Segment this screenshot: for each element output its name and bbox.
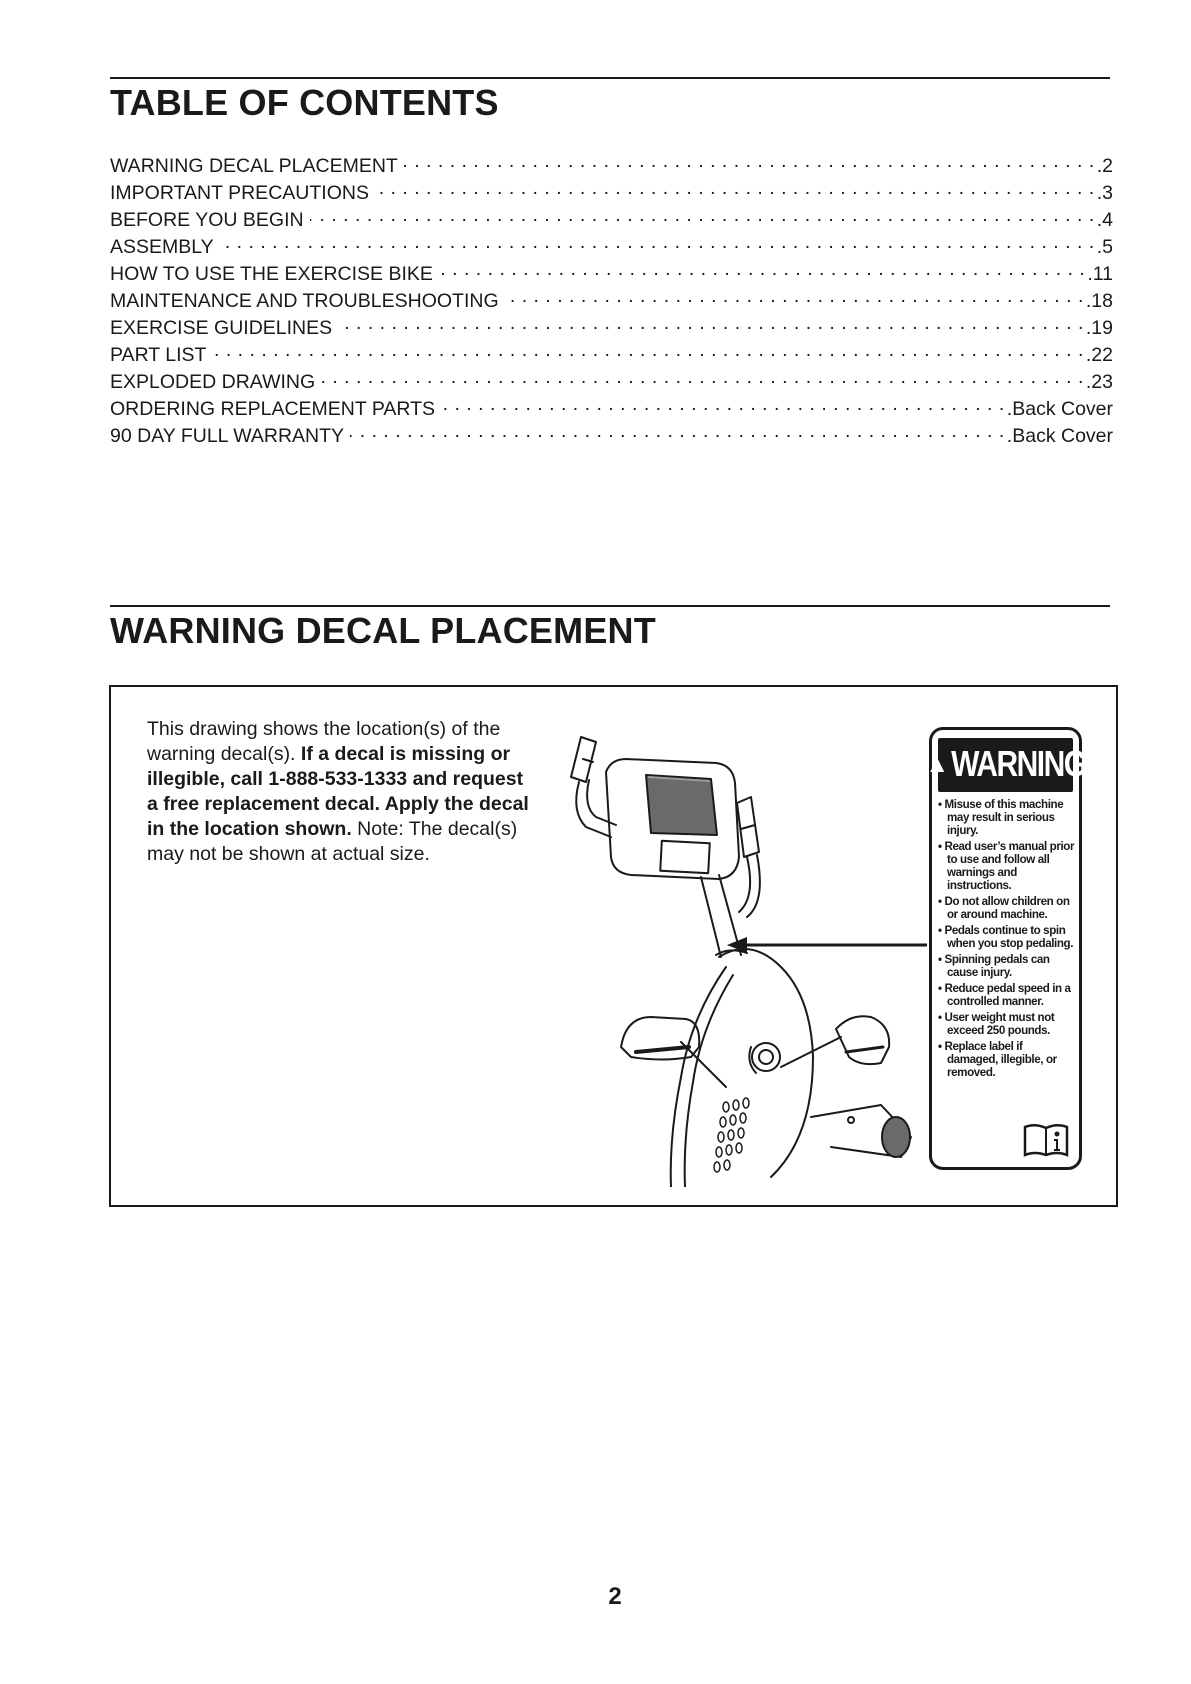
- toc-entry[interactable]: [110, 204, 1113, 231]
- toc-entry-page: .3: [1096, 182, 1113, 204]
- toc-entry-label: ORDERING REPLACEMENT PARTS: [110, 398, 436, 420]
- toc-entry-page: .5: [1096, 236, 1113, 258]
- warning-item: • User weight must not exceed 250 pounds.: [938, 1011, 1075, 1037]
- toc-entry[interactable]: [110, 231, 1113, 258]
- toc-list: [110, 150, 1113, 447]
- toc-entry-page: .23: [1085, 371, 1113, 393]
- toc-entry-label: ASSEMBLY: [110, 236, 214, 258]
- toc-title: TABLE OF CONTENTS: [110, 82, 499, 123]
- toc-entry-page: .4: [1096, 209, 1113, 231]
- toc-entry[interactable]: [110, 258, 1113, 285]
- toc-leader-dots: [404, 150, 1095, 172]
- toc-leader-dots: [441, 393, 1005, 415]
- toc-entry[interactable]: [110, 150, 1113, 177]
- toc-entry-page: .11: [1087, 263, 1113, 285]
- warning-decal-heading: WARNING: [951, 744, 1086, 785]
- decal-section-top-rule: [110, 605, 1110, 607]
- toc-entry-label: EXERCISE GUIDELINES: [110, 317, 333, 339]
- toc-entry-page: .22: [1085, 344, 1113, 366]
- toc-entry-label: 90 DAY FULL WARRANTY: [110, 425, 345, 447]
- toc-leader-dots: [321, 366, 1084, 388]
- toc-entry-page: .2: [1096, 155, 1113, 177]
- toc-entry-label: IMPORTANT PRECAUTIONS: [110, 182, 369, 204]
- decal-replacement-instructions: If a decal is missing or illegible, call 1-888-533-1333 and request a free replacement decal. Apply the decal in the location shown.: [147, 743, 529, 840]
- toc-leader-dots: [505, 285, 1084, 307]
- warning-item: • Misuse of this machine may result in serious injury.: [938, 798, 1075, 837]
- toc-entry-page: .Back Cover: [1006, 398, 1113, 420]
- warning-item: • Replace label if damaged, illegible, or removed.: [938, 1040, 1075, 1079]
- toc-entry-page: .18: [1085, 290, 1113, 312]
- toc-top-rule: [110, 77, 1110, 79]
- toc-entry[interactable]: [110, 285, 1113, 312]
- toc-leader-dots: [350, 420, 1005, 442]
- toc-entry[interactable]: [110, 393, 1113, 420]
- warning-item: • Read user’s manual prior to use and follow all warnings and instructions.: [938, 840, 1075, 892]
- toc-entry[interactable]: [110, 177, 1113, 204]
- toc-entry-label: PART LIST: [110, 344, 207, 366]
- page-number: 2: [608, 1583, 622, 1610]
- warning-item: • Do not allow children on or around machine.: [938, 895, 1075, 921]
- toc-leader-dots: [212, 339, 1083, 361]
- toc-leader-dots: [439, 258, 1085, 280]
- toc-entry[interactable]: [110, 420, 1113, 447]
- toc-entry[interactable]: [110, 366, 1113, 393]
- decal-note: Note: The decal(s) may not be shown at actual size.: [147, 818, 518, 865]
- warning-item: • Reduce pedal speed in a controlled manner.: [938, 982, 1075, 1008]
- toc-leader-dots: [338, 312, 1084, 334]
- warning-triangle-icon: ▲: [925, 751, 950, 778]
- decal-instructions: [147, 717, 532, 867]
- toc-entry[interactable]: [110, 339, 1113, 366]
- warning-decal: [925, 727, 1086, 1170]
- toc-entry-label: BEFORE YOU BEGIN: [110, 209, 304, 231]
- toc-entry-label: HOW TO USE THE EXERCISE BIKE: [110, 263, 433, 285]
- toc-entry-label: WARNING DECAL PLACEMENT: [110, 155, 398, 177]
- warning-decal-items: [932, 798, 1079, 1079]
- toc-leader-dots: [220, 231, 1095, 253]
- warning-decal-header: [925, 738, 1086, 792]
- decal-section-title: WARNING DECAL PLACEMENT: [110, 610, 656, 651]
- read-manual-icon: [1023, 1123, 1069, 1157]
- toc-entry-page: .Back Cover: [1006, 425, 1113, 447]
- exercise-bike-drawing: [551, 717, 931, 1187]
- toc-entry-label: MAINTENANCE AND TROUBLESHOOTING: [110, 290, 499, 312]
- warning-item: • Pedals continue to spin when you stop pedaling.: [938, 924, 1075, 950]
- decal-intro-text: This drawing shows the location(s) of the warning decal(s).: [147, 718, 501, 765]
- toc-entry[interactable]: [110, 312, 1113, 339]
- toc-entry-label: EXPLODED DRAWING: [110, 371, 316, 393]
- toc-leader-dots: [310, 204, 1095, 226]
- toc-leader-dots: [375, 177, 1095, 199]
- warning-item: • Spinning pedals can cause injury.: [938, 953, 1075, 979]
- toc-entry-page: .19: [1085, 317, 1113, 339]
- decal-placement-box: [109, 685, 1118, 1207]
